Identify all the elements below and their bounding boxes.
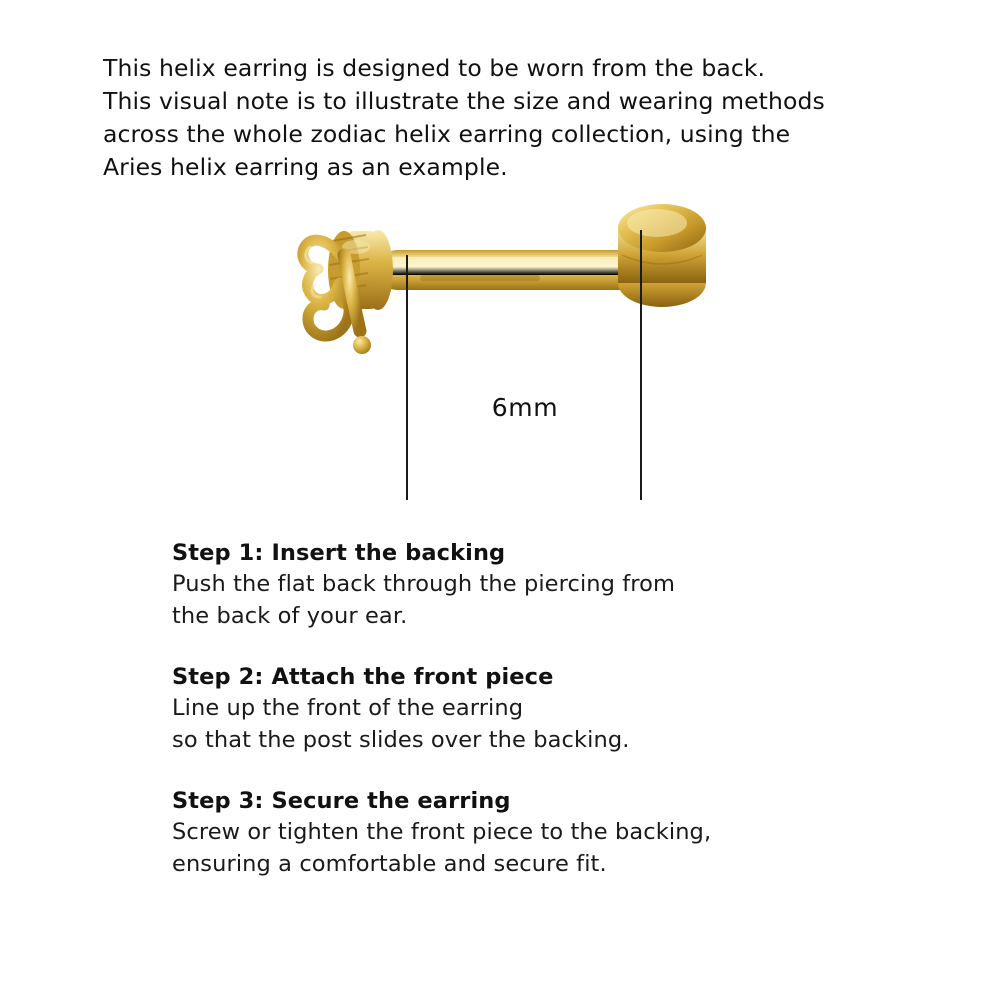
step-2-line-2: so that the post slides over the backing. — [172, 726, 630, 753]
measurement-label: 6mm — [491, 393, 559, 422]
step-3-title: Step 3: Secure the earring — [172, 788, 511, 814]
earring-illustration — [270, 195, 750, 405]
step-2-body — [172, 693, 952, 756]
step-1-line-2: the back of your ear. — [172, 602, 408, 629]
measurement-line-right — [640, 230, 642, 500]
intro-line-1: This helix earring is designed to be worn from the back. — [103, 54, 766, 82]
flat-back-disc-graphic — [618, 204, 706, 307]
step-item — [172, 662, 952, 756]
step-3-line-1: Screw or tighten the front piece to the backing, — [172, 819, 712, 845]
instruction-steps — [172, 538, 952, 910]
step-1-line-1: Push the flat back through the piercing from — [172, 571, 676, 597]
threaded-head-graphic — [328, 230, 393, 310]
step-2-title: Step 2: Attach the front piece — [172, 664, 554, 690]
step-1-title: Step 1: Insert the backing — [172, 540, 506, 566]
product-diagram — [0, 195, 1000, 525]
step-3-line-2: ensuring a comfortable and secure fit. — [172, 850, 607, 877]
intro-line-3: across the whole zodiac helix earring collection, using the — [103, 120, 791, 148]
step-3-body — [172, 817, 952, 880]
intro-line-2: This visual note is to illustrate the size and wearing methods — [103, 87, 825, 115]
step-1-body — [172, 569, 952, 632]
measurement-line-left — [406, 255, 408, 500]
step-item — [172, 786, 952, 880]
earring-post-graphic — [378, 250, 643, 290]
step-2-line-1: Line up the front of the earring — [172, 695, 524, 721]
intro-note — [103, 52, 933, 184]
intro-line-4: Aries helix earring as an example. — [103, 153, 508, 181]
step-item — [172, 538, 952, 632]
